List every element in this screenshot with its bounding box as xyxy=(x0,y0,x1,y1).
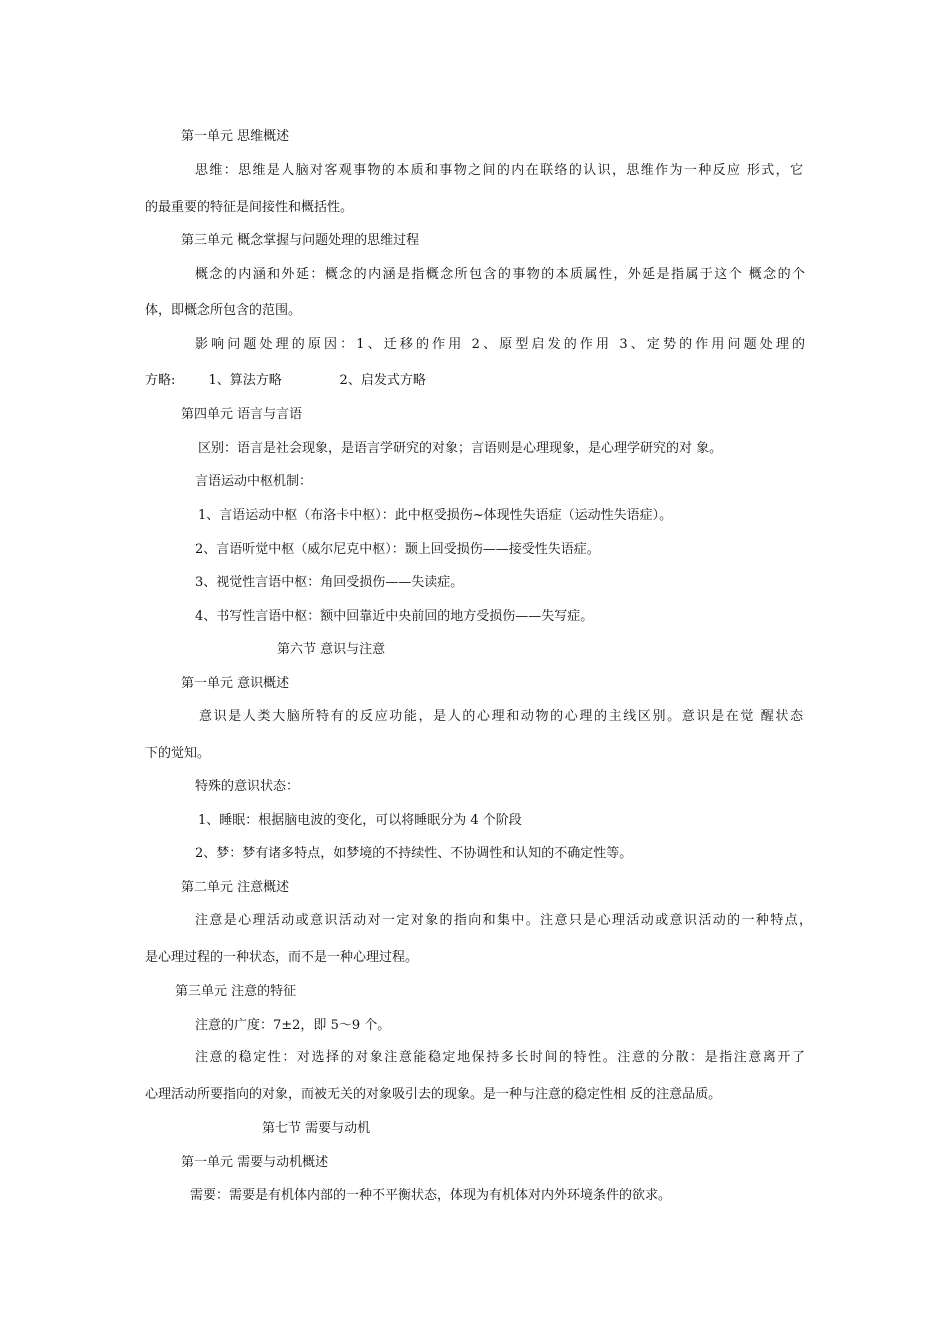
list-item: 4、书写性言语中枢：额中回靠近中央前回的地方受损伤——失写症。 xyxy=(195,609,594,624)
paragraph-line: 体，即概念所包含的范围。 xyxy=(145,303,302,318)
list-item: 2、言语听觉中枢（威尔尼克中枢）：颞上回受损伤——接受性失语症。 xyxy=(195,542,600,557)
paragraph-line: 意识是人类大脑所特有的反应功能，是人的心理和动物的心理的主线区别。意识是在觉 醒状态 xyxy=(199,709,803,724)
unit-heading: 第三单元 概念掌握与问题处理的思维过程 xyxy=(181,233,420,248)
paragraph-line: 下的觉知。 xyxy=(145,746,211,761)
paragraph-line: 思维：思维是人脑对客观事物的本质和事物之间的内在联络的认识，思维作为一种反应 形式，它 xyxy=(195,163,803,178)
paragraph-line: 区别：语言是社会现象，是语言学研究的对象；言语则是心理现象，是心理学研究的对 象。 xyxy=(198,441,723,456)
paragraph-line: 言语运动中枢机制： xyxy=(195,474,313,489)
unit-heading: 第二单元 注意概述 xyxy=(181,880,290,895)
list-item: 3、视觉性言语中枢：角回受损伤——失读症。 xyxy=(195,575,464,590)
section-heading: 第七节 需要与动机 xyxy=(262,1121,371,1136)
list-item: 1、言语运动中枢（布洛卡中枢）：此中枢受损伤~体现性失语症（运动性失语症）。 xyxy=(198,508,673,523)
paragraph-line: 需要：需要是有机体内部的一种不平衡状态，体现为有机体对内外环境条件的欲求。 xyxy=(190,1188,672,1203)
paragraph-line: 影响问题处理的原因：1、迁移的作用 2、原型启发的作用 3、定势的作用问题处理的 xyxy=(195,337,805,352)
list-item: 2、梦：梦有诸多特点，如梦境的不持续性、不协调性和认知的不确定性等。 xyxy=(195,846,633,861)
paragraph-line: 注意的广度：7±2，即 5～9 个。 xyxy=(195,1018,391,1033)
paragraph-line: 的最重要的特征是间接性和概括性。 xyxy=(145,200,354,215)
paragraph-line: 特殊的意识状态： xyxy=(195,779,300,794)
paragraph-line: 方略: 1、算法方略 2、启发式方略 xyxy=(145,373,426,388)
unit-heading: 第三单元 注意的特征 xyxy=(175,984,297,999)
paragraph-line: 是心理过程的一种状态，而不是一种心理过程。 xyxy=(145,950,419,965)
paragraph-line: 注意是心理活动或意识活动对一定对象的指向和集中。注意只是心理活动或意识活动的一种特点， xyxy=(195,913,812,928)
paragraph-line: 概念的内涵和外延：概念的内涵是指概念所包含的事物的本质属性，外延是指属于这个 概念的个 xyxy=(195,267,805,282)
paragraph-line: 心理活动所要指向的对象，而被无关的对象吸引去的现象。是一种与注意的稳定性相 反的注意品质。 xyxy=(145,1087,722,1102)
section-heading: 第六节 意识与注意 xyxy=(277,642,386,657)
unit-heading: 第一单元 需要与动机概述 xyxy=(181,1155,329,1170)
unit-heading: 第一单元 思维概述 xyxy=(181,129,290,144)
unit-heading: 第四单元 语言与言语 xyxy=(181,407,303,422)
list-item: 1、睡眠：根据脑电波的变化，可以将睡眠分为 4 个阶段 xyxy=(198,813,522,828)
unit-heading: 第一单元 意识概述 xyxy=(181,676,290,691)
paragraph-line: 注意的稳定性：对选择的对象注意能稳定地保持多长时间的特性。注意的分散：是指注意离开了 xyxy=(195,1050,805,1065)
